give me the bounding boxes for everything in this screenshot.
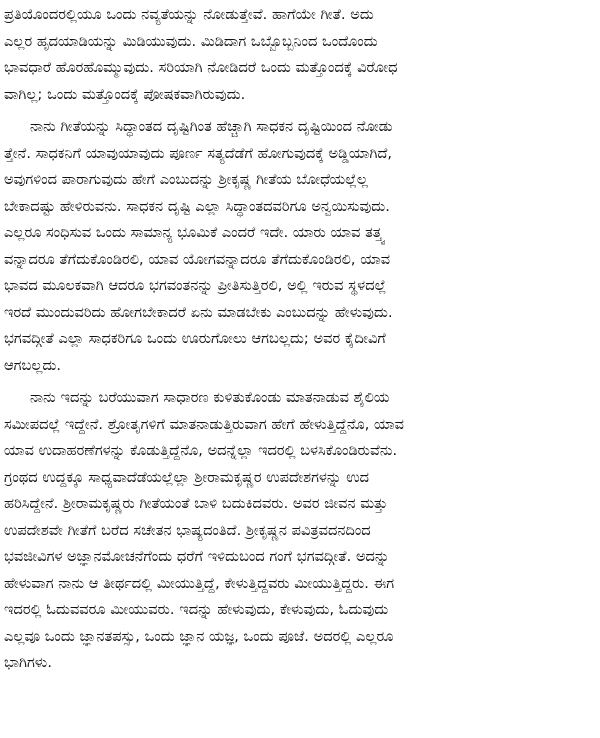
text-line: ಹರಿಸಿದ್ದೇನೆ. ಶ್ರೀರಾಮಕೃಷ್ಣರು ಗೀತೆಯಂತೆ ಬಾಳಿ ಬದುಕಿದವರು. ಅವರ ಜೀವನ ಮತ್ತು <box>4 496 388 512</box>
text-line: ಉಪದೇಶವೇ ಗೀತೆಗೆ ಬರೆದ ಸಚೇತನ ಭಾಷ್ಯದಂತಿದೆ. ಶ್ರೀಕೃಷ್ಣನ ಪವಿತ್ರವದನದಿಂದ <box>4 522 371 539</box>
text-line: ಬೇಕಾದಷ್ಟು ಹೇಳಿರುವನು. ಸಾಧಕನ ದೃಷ್ಟಿ ಎಲ್ಲಾ ಸಿದ್ಧಾಂತದವರಿಗೂ ಅನ್ವಯಿಸುವುದು. <box>4 198 390 215</box>
paragraph-1 <box>4 2 594 108</box>
text-line: ಭವಜೀವಿಗಳ ಅಜ್ಞಾನಮೋಚನೆಗೆಂದು ಧರೆಗೆ ಇಳಿದುಬಂದ ಗಂಗೆ ಭಗವದ್ಗೀತೆ. ಅದನ್ನು <box>4 549 390 565</box>
text-line: ಹೇಳುವಾಗ ನಾನು ಆ ತೀರ್ಥದಲ್ಲಿ ಮೀಯುತ್ತಿದ್ದೆ, ಕೇಳುತ್ತಿದ್ದವರು ಮೀಯುತ್ತಿದ್ದರು. ಈಗ <box>4 575 395 592</box>
text-line: ಗ್ರಂಥದ ಉದ್ದಕ್ಕೂ ಸಾಧ್ಯವಾದೆಡೆಯಲ್ಲೆಲ್ಲಾ ಶ್ರೀರಾಮಕೃಷ್ಣರ ಉಪದೇಶಗಳನ್ನು ಉದ <box>4 469 370 486</box>
text-line: ನಾನು ಗೀತೆಯನ್ನು ಸಿದ್ಧಾಂತದ ದೃಷ್ಟಿಗಿಂತ ಹೆಚ್ಚಾಗಿ ಸಾಧಕನ ದೃಷ್ಟಿಯಿಂದ ನೋಡು <box>30 119 393 135</box>
text-line: ಆಗಬಲ್ಲದು. <box>4 357 62 374</box>
text-line: ಎಲ್ಲರ ಹೃದಯಾಡಿಯನ್ನು ಮಿಡಿಯುವುದು. ಮಿಡಿದಾಗ ಒಬ್ಬೊಬ್ಬನಿಂದ ಒಂದೊಂದು <box>4 33 378 50</box>
text-line: ಸಮೀಪದಲ್ಲೆ ಇದ್ದೇನೆ. ಶ್ರೋತೃಗಳಿಗೆ ಮಾತನಾಡುತ್ತಿರುವಾಗ ಹೇಗೆ ಹೇಳುತ್ತಿದ್ದೆನೊ, ಯಾವ <box>4 416 404 433</box>
text-line: ಭಾವಧಾರೆ ಹೊರಹೊಮ್ಮುವುದು. ಸರಿಯಾಗಿ ನೋಡಿದರೆ ಒಂದು ಮತ್ತೊಂದಕ್ಕೆ ವಿರೋಧ <box>4 60 398 76</box>
text-line: ನಾನು ಇದನ್ನು ಬರೆಯುವಾಗ ಸಾಧಾರಣ ಕುಳಿತುಕೊಂಡು ಮಾತನಾಡುವ ಶೈಲಿಯ <box>30 390 390 406</box>
text-line: ಭಾಗಿಗಳು. <box>4 655 53 671</box>
text-line: ಇರದೆ ಮುಂದುವರಿದು ಹೋಗಬೇಕಾದರೆ ಏನು ಮಾಡಬೇಕು ಎಂಬುದನ್ನು ಹೇಳುವುದು. <box>4 304 393 321</box>
text-line: ಪ್ರತಿಯೊಂದರಲ್ಲಿಯೂ ಒಂದು ನವ್ಯತೆಯನ್ನು ನೋಡುತ್ತೇವೆ. ಹಾಗೆಯೇ ಗೀತೆ. ಅದು <box>4 7 374 23</box>
text-line: ವಾಗಿಲ್ಲ; ಒಂದು ಮತ್ತೊಂದಕ್ಕೆ ಪೋಷಕವಾಗಿರುವುದು. <box>4 86 246 103</box>
paragraph-2 <box>4 114 594 379</box>
text-line: ಯಾವ ಉದಾಹರಣೆಗಳನ್ನು ಕೊಡುತ್ತಿದ್ದೆನೊ, ಅದನ್ನೆಲ್ಲಾ ಇದರಲ್ಲಿ ಬಳಸಿಕೊಂಡಿರುವೆನು. <box>4 443 398 459</box>
text-line: ತ್ತೇನೆ. ಸಾಧಕನಿಗೆ ಯಾವುಯಾವುದು ಪೂರ್ಣ ಸತ್ಯದೆಡೆಗೆ ಹೋಗುವುದಕ್ಕೆ ಅಡ್ಡಿಯಾಗಿದೆ, <box>4 145 393 162</box>
text-line: ಅವುಗಳಿಂದ ಪಾರಾಗುವುದು ಹೇಗೆ ಎಂಬುದನ್ನು ಶ್ರೀಕೃಷ್ಣ ಗೀತೆಯ ಬೋಧೆಯಲ್ಲೆಲ್ಲ <box>4 172 369 188</box>
text-line: ಇದರಲ್ಲಿ ಓದುವವರೂ ಮೀಯುವರು. ಇದನ್ನು ಹೇಳುವುದು, ಕೇಳುವುದು, ಓದುವುದು <box>4 602 389 618</box>
text-line: ಎಲ್ಲವೂ ಒಂದು ಜ್ಞಾನತಪಸ್ಸು, ಒಂದು ಜ್ಞಾನ ಯಜ್ಞ, ಒಂದು ಪೂಜೆ. ಅದರಲ್ಲಿ ಎಲ್ಲರೂ <box>4 628 394 645</box>
text-line: ಭಾವದ ಮೂಲಕವಾಗಿ ಆದರೂ ಭಗವಂತನನ್ನು ಪ್ರೀತಿಸುತ್ತಿರಲಿ, ಅಲ್ಲಿ ಇರುವ ಸ್ಥಳದಲ್ಲೆ <box>4 278 387 294</box>
paragraph-3 <box>4 385 594 677</box>
text-line: ಭಗವದ್ಗೀತೆ ಎಲ್ಲಾ ಸಾಧಕರಿಗೂ ಒಂದು ಊರುಗೋಲು ಆಗಬಲ್ಲದು; ಅವರ ಕೈದೀವಿಗೆ <box>4 331 386 347</box>
text-line: ವನ್ನಾದರೂ ತೆಗೆದುಕೊಂಡಿರಲಿ, ಯಾವ ಯೋಗವನ್ನಾದರೂ ತೆಗೆದುಕೊಂಡಿರಲಿ, ಯಾವ <box>4 251 391 268</box>
text-line: ಎಲ್ಲರೂ ಸಂಧಿಸುವ ಒಂದು ಸಾಮಾನ್ಯ ಭೂಮಿಕೆ ಎಂದರೆ ಇದೇ. ಯಾರು ಯಾವ ತತ್ತ್ವ <box>4 225 385 241</box>
